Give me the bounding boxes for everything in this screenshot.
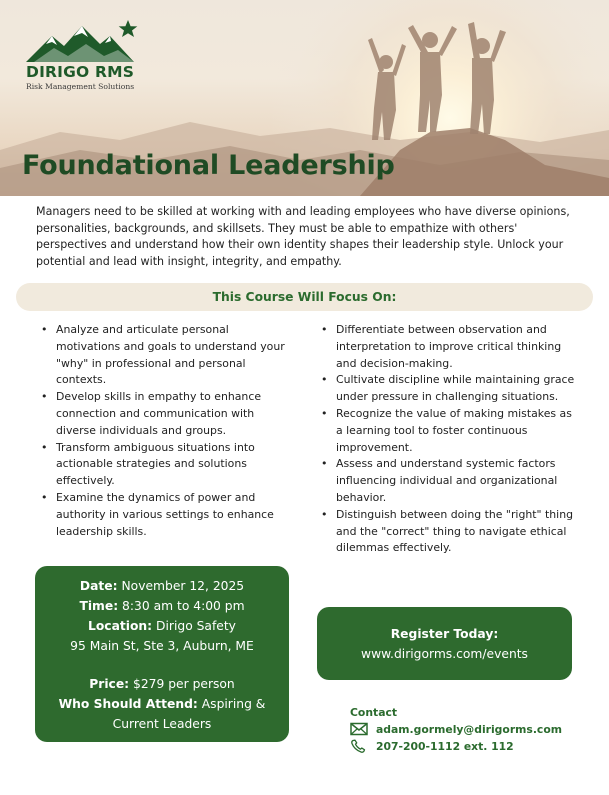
intro-paragraph: Managers need to be skilled at working with and leading employees who have diverse opinions, personalities, backgrounds, and skillsets. They must be able to empathize with others' perspectives and understand how their own identity shapes their leadership style. Unlock your potential and lead with insight, integrity, and empathy. (36, 205, 570, 268)
date-line (35, 576, 289, 596)
address-line: 95 Main St, Ste 3, Auburn, ME (70, 639, 254, 653)
register-box[interactable] (317, 607, 572, 680)
phone-icon (350, 739, 368, 753)
price-value: $279 per person (133, 677, 235, 691)
time-line (35, 596, 289, 616)
page-title: Foundational Leadership (22, 150, 395, 181)
list-item: • Cultivate discipline while maintaining grace under pressure in challenging situations. (316, 372, 578, 406)
list-item: • Analyze and articulate personal motivations and goals to understand your "why" in professional and personal contexts. (36, 322, 286, 389)
brand-name: DIRIGO RMS (26, 63, 135, 81)
list-item: • Transform ambiguous situations into actionable strategies and solutions effectively. (36, 440, 286, 490)
location-value: Dirigo Safety (156, 619, 236, 633)
focus-list-right (316, 322, 578, 557)
contact-heading: Contact (350, 706, 398, 719)
event-details-box (35, 566, 289, 742)
audience-value-1: Aspiring & (201, 697, 266, 711)
price-line (35, 674, 289, 694)
list-item: • Examine the dynamics of power and authority in various settings to enhance leadership skills. (36, 490, 286, 540)
date-value: November 12, 2025 (121, 579, 245, 593)
audience-value-2: Current Leaders (112, 717, 212, 731)
focus-list-left (36, 322, 286, 540)
price-label: Price: (89, 677, 130, 691)
list-item: • Develop skills in empathy to enhance connection and communication with diverse individuals and groups. (36, 389, 286, 439)
focus-heading: This Course Will Focus On: (16, 283, 593, 311)
contact-phone[interactable]: 207-200-1112 ext. 112 (376, 739, 514, 753)
audience-label: Who Should Attend: (58, 697, 198, 711)
location-line (35, 616, 289, 636)
register-link[interactable]: www.dirigorms.com/events (361, 647, 528, 661)
contact-email[interactable]: adam.gormely@dirigorms.com (376, 722, 563, 736)
dirigo-logo-mark (24, 18, 148, 64)
contact-email-row[interactable] (350, 722, 562, 736)
contact-phone-row[interactable] (350, 739, 514, 753)
register-heading: Register Today: (390, 627, 499, 641)
brand-tagline: Risk Management Solutions (26, 82, 135, 91)
audience-line (35, 694, 289, 714)
list-item: • Assess and understand systemic factors influencing individual and organizational behavior. (316, 456, 578, 506)
list-item: • Differentiate between observation and interpretation to improve critical thinking and decision-making. (316, 322, 578, 372)
list-item: • Distinguish between doing the "right" thing and the "correct" thing to navigate ethical dilemmas effectively. (316, 507, 578, 557)
time-value: 8:30 am to 4:00 pm (122, 599, 245, 613)
date-label: Date: (79, 579, 118, 593)
hero-banner (0, 0, 609, 196)
list-item: • Recognize the value of making mistakes as a learning tool to foster continuous improvement. (316, 406, 578, 456)
location-label: Location: (88, 619, 153, 633)
envelope-icon (350, 722, 368, 736)
time-label: Time: (79, 599, 119, 613)
